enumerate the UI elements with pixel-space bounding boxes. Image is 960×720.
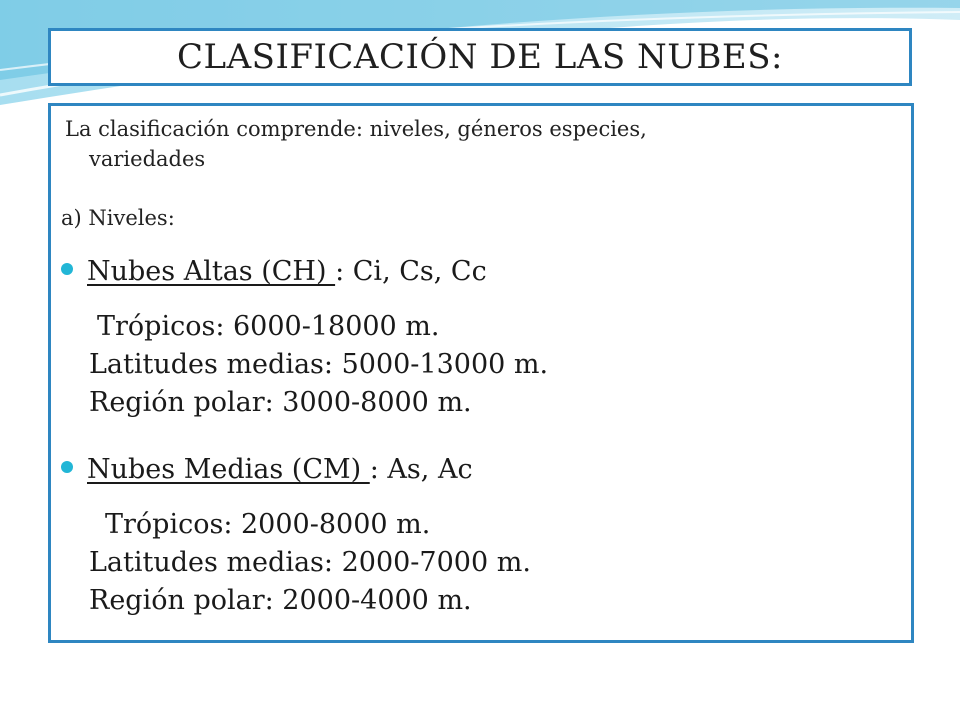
detail-altas-latitudes: Latitudes medias: 5000-13000 m. (89, 349, 549, 380)
bullet-nubes-medias (61, 454, 473, 485)
group-name-medias: Nubes Medias (CM) (87, 454, 370, 485)
details-nubes-medias (89, 506, 531, 620)
slide-title: CLASIFICACIÓN DE LAS NUBES: (177, 37, 783, 77)
group-types-altas: : Ci, Cs, Cc (335, 256, 487, 287)
bullet-nubes-altas (61, 256, 487, 287)
intro-line-2: variedades (89, 147, 206, 171)
group-types-medias: : As, Ac (369, 454, 473, 485)
detail-medias-tropicos: Trópicos: 2000-8000 m. (105, 509, 431, 540)
intro-paragraph (65, 114, 647, 174)
title-box (48, 28, 912, 86)
section-a-heading: a) Niveles: (61, 206, 175, 230)
intro-line-1: La clasificación comprende: niveles, géneros especies, (65, 117, 647, 141)
bullet-dot-icon (61, 263, 73, 275)
detail-altas-tropicos: Trópicos: 6000-18000 m. (97, 311, 440, 342)
content-box (48, 103, 914, 643)
bullet-dot-icon (61, 461, 73, 473)
detail-medias-latitudes: Latitudes medias: 2000-7000 m. (89, 547, 531, 578)
details-nubes-altas (89, 308, 548, 422)
detail-medias-polar: Región polar: 2000-4000 m. (89, 585, 472, 616)
detail-altas-polar: Región polar: 3000-8000 m. (89, 387, 472, 418)
group-name-altas: Nubes Altas (CH) (87, 256, 336, 287)
